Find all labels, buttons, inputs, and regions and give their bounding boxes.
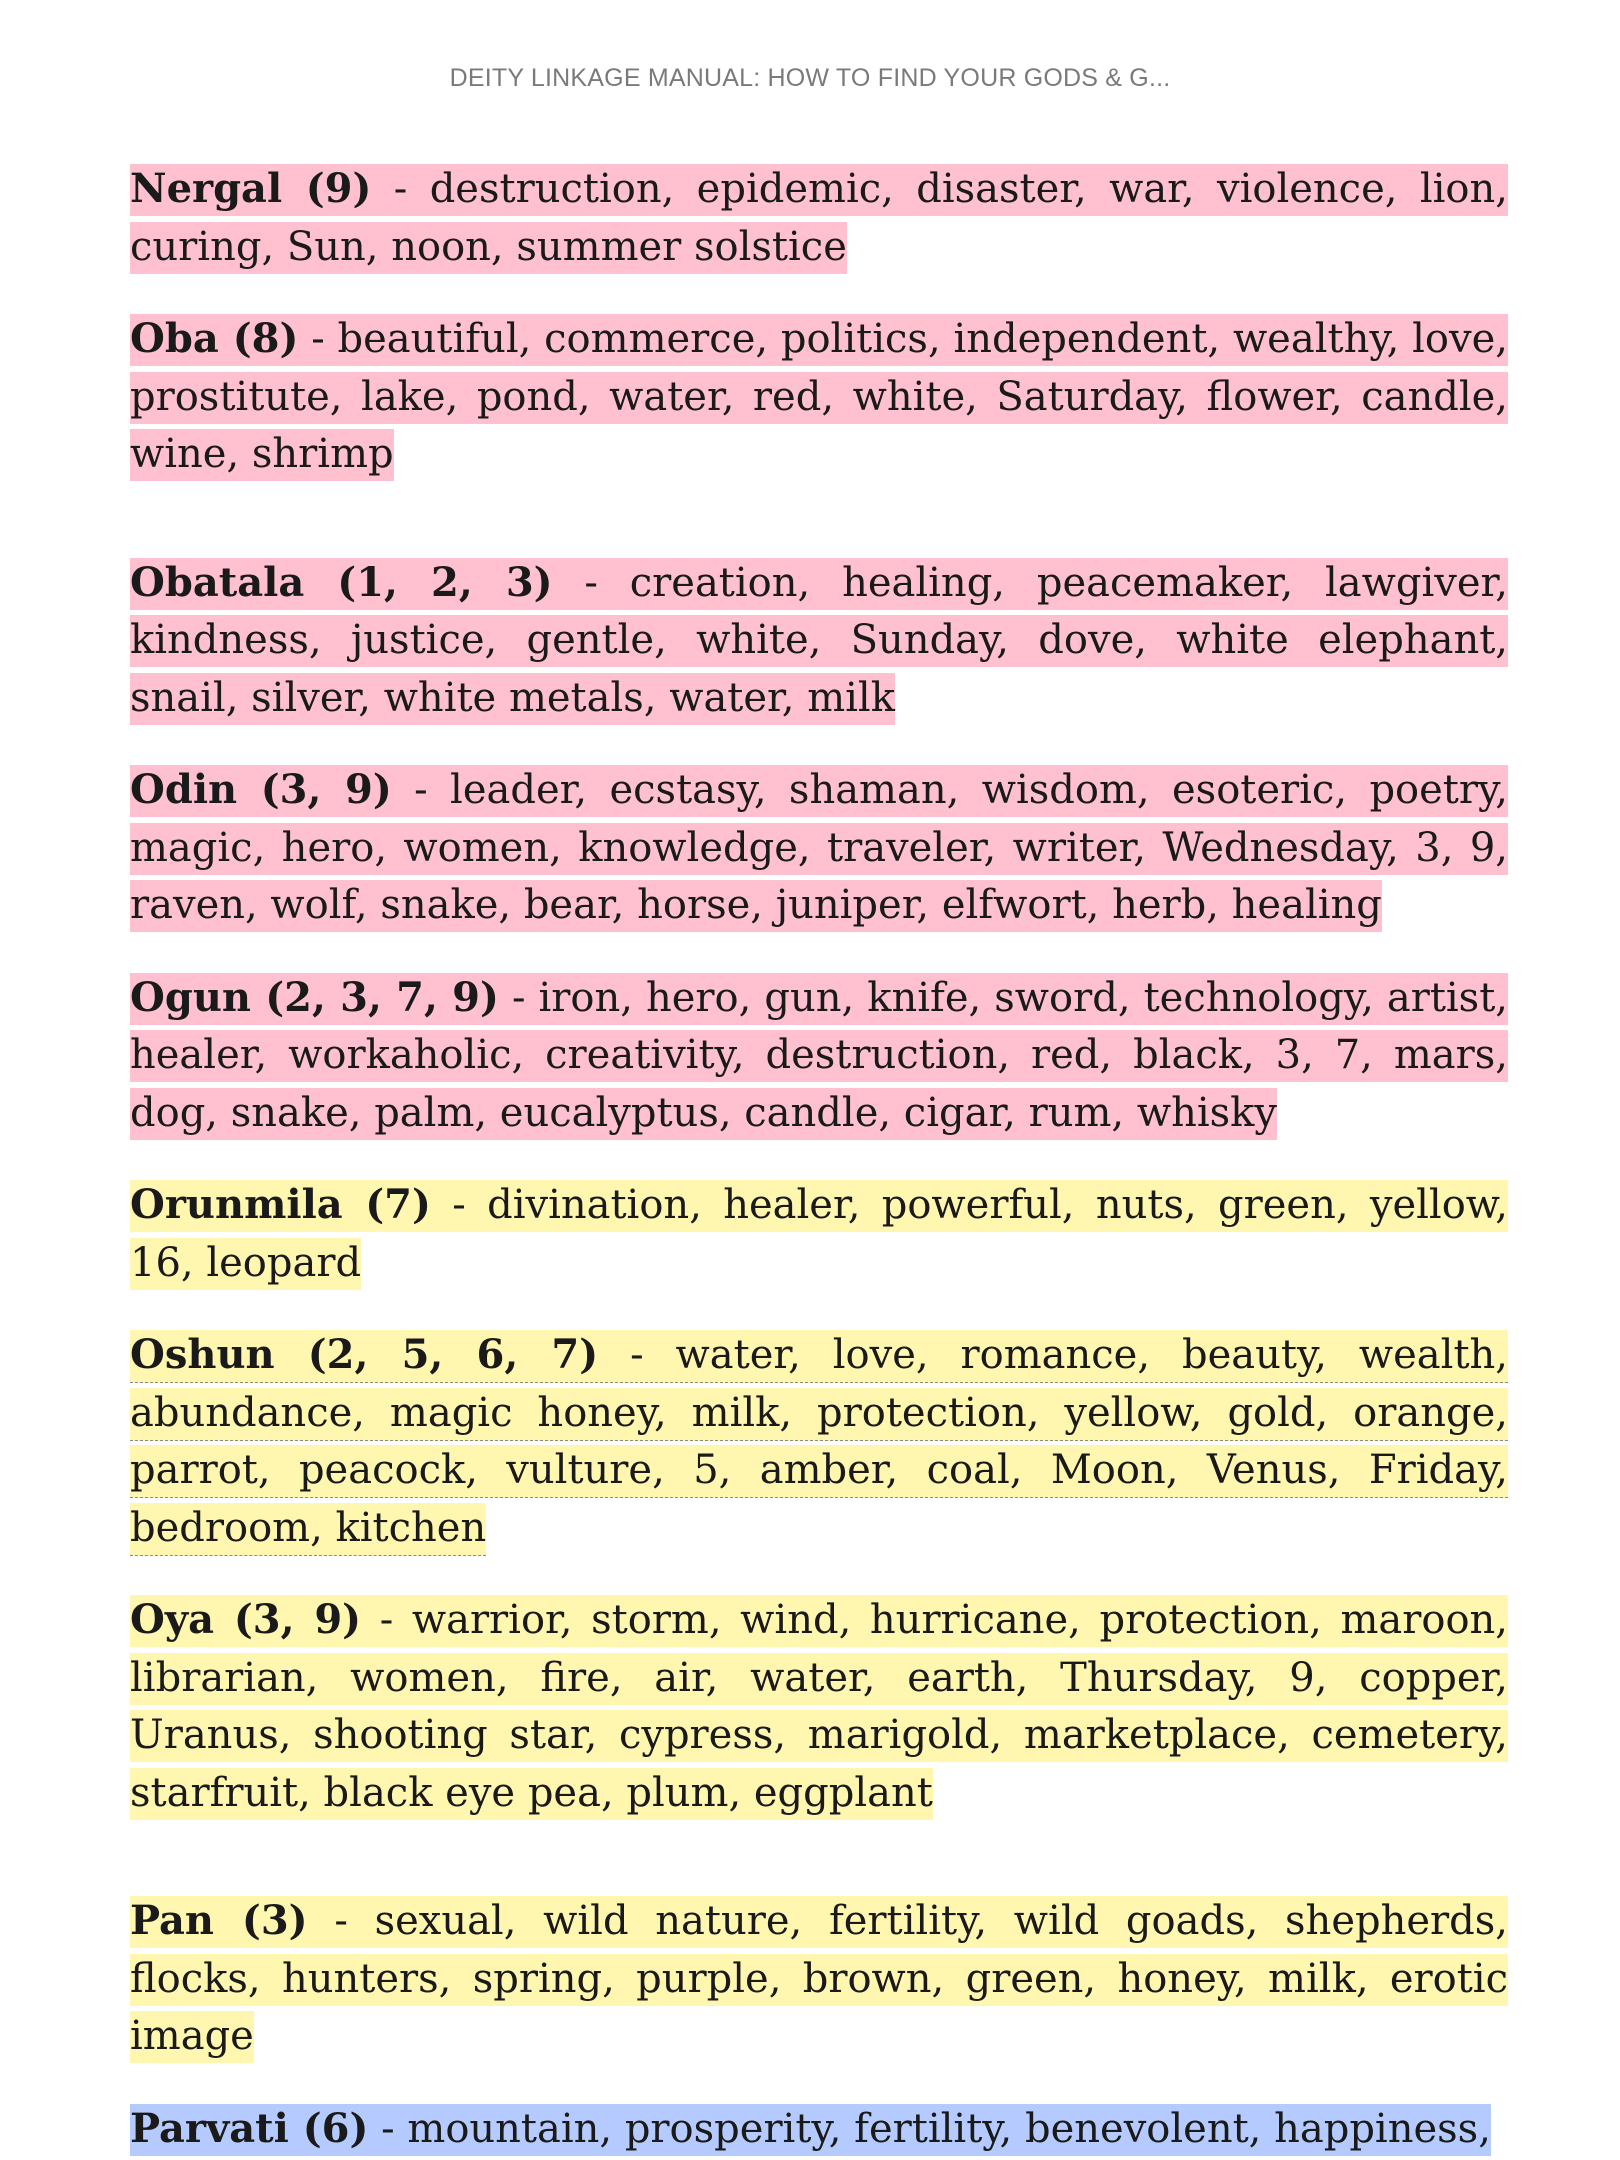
deity-name: Obatala (1, 2, 3) — [130, 558, 553, 606]
deity-name: Odin (3, 9) — [130, 766, 392, 813]
highlight-yellow-with-note[interactable] — [130, 1330, 1508, 1556]
deity-name: Orunmila (7) — [130, 1181, 431, 1228]
highlight-pink[interactable] — [130, 164, 1508, 274]
deity-name: Parvati (6) — [130, 2104, 369, 2152]
deity-name: Oshun (2, 5, 6, 7) — [130, 1331, 599, 1378]
deity-name: Ogun (2, 3, 7, 9) — [130, 973, 499, 1021]
deity-entry-oba — [130, 310, 1508, 484]
deity-name: Pan (3) — [130, 1897, 308, 1944]
deity-entry-oya — [130, 1591, 1508, 1822]
deity-attributes: - water, love, romance, beauty, wealth, abundance, magic honey, milk, protection, yellow, gold, orange, parrot, peacock, vulture, 5, amber, coal, Moon, Venus, Friday, bedroom, kitchen — [130, 1332, 1508, 1551]
highlight-blue[interactable] — [130, 2104, 1491, 2156]
deity-entry-pan — [130, 1892, 1508, 2066]
highlight-yellow[interactable] — [130, 1595, 1508, 1820]
deity-name: Oba (8) — [130, 315, 299, 362]
deity-attributes: - mountain, prosperity, fertility, benevolent, happiness, — [368, 2105, 1491, 2152]
highlight-yellow[interactable] — [130, 1180, 1508, 1290]
deity-attributes: - iron, hero, gun, knife, sword, technology, artist, healer, workaholic, creativity, destruction, red, black, 3, 7, mars, dog, snake, palm, eucalyptus, candle, cigar, rum, whisky — [130, 974, 1508, 1136]
deity-entry-parvati — [130, 2100, 1508, 2159]
deity-attributes: - destruction, epidemic, disaster, war, violence, lion, curing, Sun, noon, summer solstice — [130, 166, 1508, 270]
deity-entry-obatala — [130, 554, 1508, 728]
running-header-title: DEITY LINKAGE MANUAL: HOW TO FIND YOUR GODS & G... — [449, 64, 1171, 92]
deity-attributes: - warrior, storm, wind, hurricane, protection, maroon, librarian, women, fire, air, water, earth, Thursday, 9, copper, Uranus, shooting star, cypress, marigold, marketplace, cemetery, starfruit, black eye pea, plum, eggplant — [130, 1597, 1509, 1816]
deity-name: Nergal (9) — [130, 165, 372, 212]
deity-attributes: - beautiful, commerce, politics, independent, wealthy, love, prostitute, lake, pond, water, red, white, Saturday, flower, candle, wine, shrimp — [130, 316, 1508, 477]
deity-entry-orunmila — [130, 1176, 1508, 1292]
deity-entry-oshun — [130, 1326, 1508, 1557]
highlight-pink[interactable] — [130, 314, 1508, 481]
highlight-pink[interactable] — [130, 765, 1508, 932]
deity-attributes: - sexual, wild nature, fertility, wild goads, shepherds, flocks, hunters, spring, purple, brown, green, honey, milk, erotic image — [130, 1898, 1508, 2059]
deity-attributes: - leader, ecstasy, shaman, wisdom, esoteric, poetry, magic, hero, women, knowledge, traveler, writer, Wednesday, 3, 9, raven, wolf, snake, bear, horse, juniper, elfwort, herb, healing — [130, 767, 1508, 928]
page-body — [130, 160, 1508, 2158]
deity-entry-ogun — [130, 969, 1508, 1143]
highlight-pink[interactable] — [130, 973, 1508, 1140]
highlight-yellow[interactable] — [130, 1896, 1508, 2063]
highlight-pink[interactable] — [130, 558, 1508, 725]
deity-attributes: - divination, healer, powerful, nuts, green, yellow, 16, leopard — [130, 1182, 1509, 1286]
deity-entry-odin — [130, 761, 1508, 935]
deity-name: Oya (3, 9) — [130, 1596, 362, 1643]
deity-entry-nergal — [130, 160, 1508, 276]
deity-attributes: - creation, healing, peacemaker, lawgiver, kindness, justice, gentle, white, Sunday, dove, white elephant, snail, silver, white metals, water, milk — [130, 559, 1508, 721]
